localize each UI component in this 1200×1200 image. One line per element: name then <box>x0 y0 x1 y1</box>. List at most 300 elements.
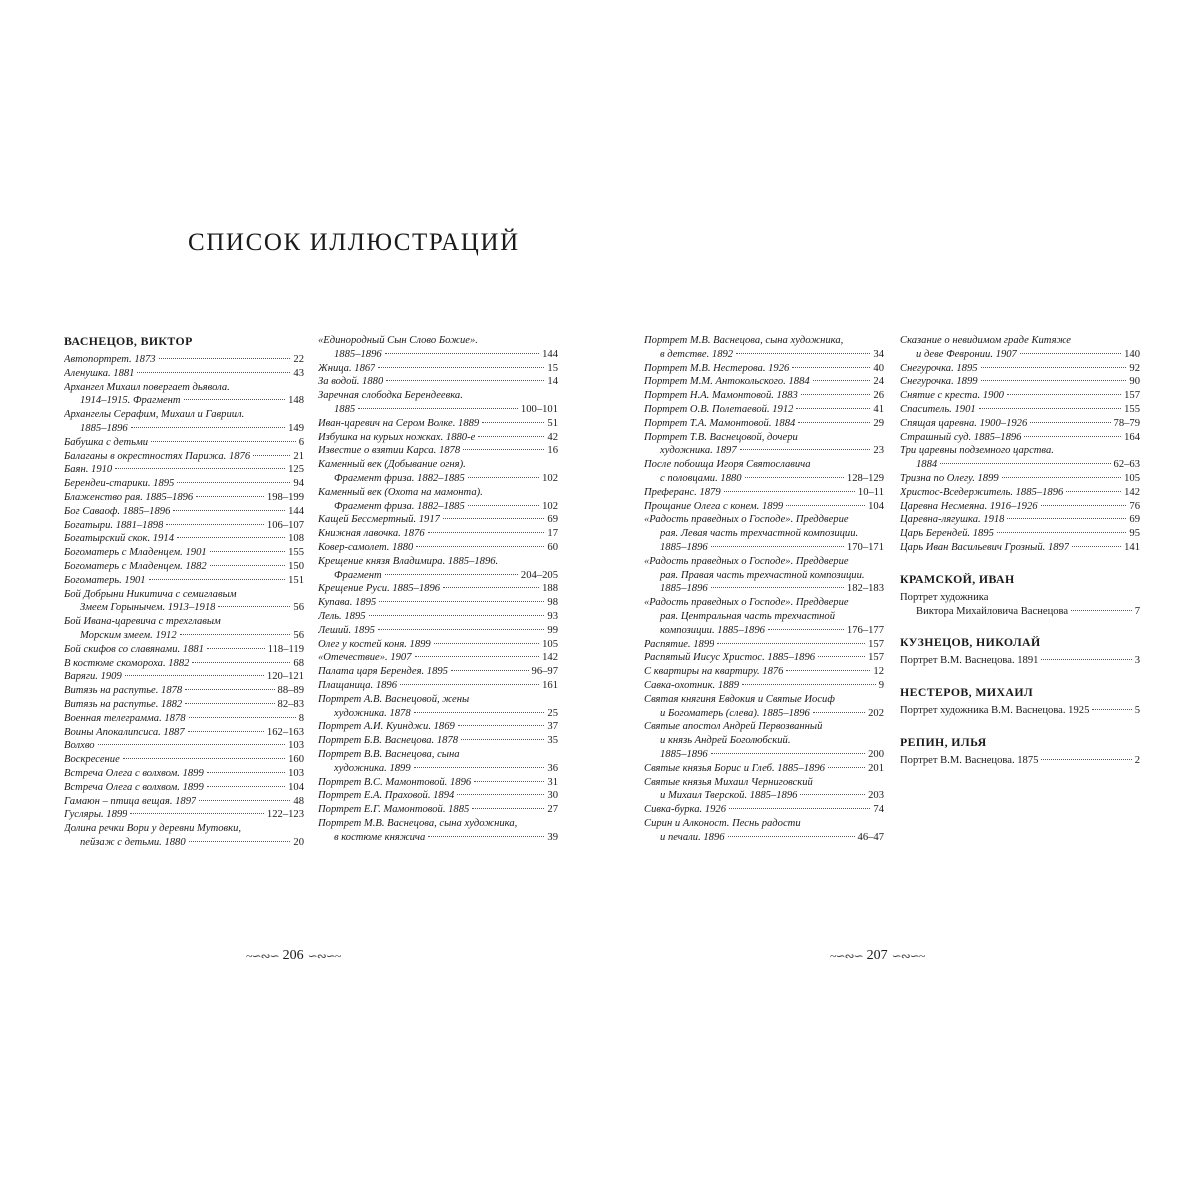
index-entry <box>644 693 884 721</box>
index-entry <box>644 417 884 431</box>
index-entry <box>318 389 558 417</box>
entry-title: Фрагмент фриза. 1882–1885 <box>334 500 465 512</box>
dot-leader <box>981 380 1127 381</box>
dot-leader <box>1007 518 1126 519</box>
index-entry <box>318 375 558 389</box>
dot-leader <box>385 574 518 575</box>
entry-title: Христос-Вседержитель. 1885–1896 <box>900 486 1064 498</box>
dot-leader <box>711 546 844 547</box>
page-ref: 122–123 <box>266 809 304 821</box>
entry-title: Святые апостол Андрей Первозванный <box>644 721 823 733</box>
page-ref: 82–83 <box>277 698 304 710</box>
entry-title: Портрет М.М. Антокольского. 1884 <box>644 376 810 388</box>
dot-leader <box>386 380 544 381</box>
index-entry <box>64 546 304 560</box>
dot-leader <box>461 739 544 740</box>
index-entry <box>644 638 884 652</box>
dot-leader <box>813 712 865 713</box>
dot-leader <box>1002 477 1121 478</box>
index-entry <box>318 817 558 845</box>
index-entry <box>900 417 1140 431</box>
entry-title: Плащаница. 1896 <box>318 679 398 691</box>
entry-title: в детстве. 1892 <box>660 348 734 360</box>
dot-leader <box>207 786 285 787</box>
page-ref: 22 <box>293 354 304 365</box>
page-ref: 157 <box>868 638 884 650</box>
page-ref: 103 <box>288 767 304 779</box>
index-entry <box>64 684 304 698</box>
dot-leader <box>736 353 870 354</box>
dot-leader <box>218 606 290 607</box>
artist-heading: КУЗНЕЦОВ, НИКОЛАЙ <box>900 635 1041 650</box>
entry-title: Блаженство рая. 1885–1896 <box>64 491 194 503</box>
index-entry <box>900 654 1140 668</box>
index-entry <box>644 431 884 459</box>
index-entry <box>900 444 1140 472</box>
dot-leader <box>463 449 544 450</box>
index-entry <box>318 334 558 362</box>
dot-leader <box>188 731 264 732</box>
page-ref: 100–101 <box>520 403 558 415</box>
index-entry <box>64 574 304 588</box>
dot-leader <box>711 587 844 588</box>
page-ref: 125 <box>288 464 304 476</box>
page-ref: 62–63 <box>1113 459 1140 471</box>
entry-title: Палата царя Берендея. 1895 <box>318 666 448 678</box>
page-ref: 142 <box>542 652 558 664</box>
entry-title: Встреча Олега с волхвом. 1899 <box>64 767 204 779</box>
page-ref: 90 <box>1129 376 1140 388</box>
page-ref: 8 <box>298 712 304 724</box>
index-entry <box>64 408 304 436</box>
index-entry <box>900 513 1140 527</box>
entry-title: «Радость праведных о Господе». Преддверие <box>644 597 849 609</box>
dot-leader <box>358 408 518 409</box>
index-entry <box>64 588 304 616</box>
page-ref: 105 <box>1124 472 1140 484</box>
entry-title: Балаганы в окрестностях Парижа. 1876 <box>64 450 251 462</box>
footer-left <box>246 948 340 964</box>
page-ref: 104 <box>288 781 304 793</box>
index-entry <box>64 353 304 367</box>
entry-title: Книжная лавочка. 1876 <box>318 528 425 540</box>
index-entry <box>318 679 558 693</box>
dot-leader <box>981 367 1127 368</box>
page-ref: 68 <box>293 657 304 669</box>
index-entry <box>318 362 558 376</box>
page-ref: 160 <box>288 754 304 766</box>
page-number-right: 207 <box>866 948 888 963</box>
entry-title: Прощание Олега с конем. 1899 <box>644 500 784 512</box>
dot-leader <box>786 670 870 671</box>
dot-leader <box>472 808 544 809</box>
dot-leader <box>189 717 296 718</box>
entry-title: художника. 1878 <box>334 707 411 719</box>
page-ref: 149 <box>288 422 304 434</box>
entry-title: Снегурочка. 1895 <box>900 362 978 374</box>
index-entry <box>318 803 558 817</box>
entry-title: Военная телеграмма. 1878 <box>64 712 186 724</box>
dot-leader <box>184 399 286 400</box>
entry-title: Архангел Михаил повергает дьявола. <box>64 381 230 393</box>
index-entry <box>318 527 558 541</box>
dot-leader <box>1041 505 1127 506</box>
dot-leader <box>443 587 539 588</box>
index-entry <box>318 596 558 610</box>
page-ref: 12 <box>873 666 884 678</box>
index-entry <box>900 362 1140 376</box>
page-ref: 144 <box>542 348 558 360</box>
page-ref: 69 <box>547 514 558 526</box>
index-entry <box>644 513 884 554</box>
entry-title: Портрет М.В. Васнецова, сына художника, <box>644 335 844 346</box>
entry-title: Воскресение <box>64 754 120 766</box>
dot-leader <box>207 772 285 773</box>
dot-leader <box>115 468 285 469</box>
page-ref: 76 <box>1129 500 1140 512</box>
page-ref: 141 <box>1124 541 1140 553</box>
artist-heading: ВАСНЕЦОВ, ВИКТОР <box>64 334 193 348</box>
entry-title: Известие о взятии Карса. 1878 <box>318 445 461 457</box>
index-section <box>900 572 1140 619</box>
entry-title: рая. Левая часть трехчастной композиции. <box>660 528 859 540</box>
page-ref: 99 <box>547 624 558 636</box>
index-entry <box>318 417 558 431</box>
page-ref: 27 <box>547 804 558 816</box>
page-ref: 23 <box>873 445 884 457</box>
entry-title: Портрет О.В. Полетаевой. 1912 <box>644 403 794 415</box>
index-entry <box>644 762 884 776</box>
entry-title: «Отечествие». 1907 <box>318 652 412 664</box>
dot-leader <box>1020 353 1121 354</box>
page-ref: 41 <box>873 403 884 415</box>
index-entry <box>900 334 1140 362</box>
page-ref: 6 <box>298 436 304 448</box>
index-entry <box>318 431 558 445</box>
entry-title: художника. 1897 <box>660 445 737 457</box>
page-ref: 157 <box>868 652 884 664</box>
index-entry <box>318 624 558 638</box>
entry-title: Каменный век (Добывание огня). <box>318 459 466 471</box>
page-ref: 148 <box>288 395 304 407</box>
footer-right <box>830 948 924 964</box>
index-entry <box>644 679 884 693</box>
entry-title: Портрет В.С. Мамонтовой. 1896 <box>318 776 472 788</box>
entry-title: 1885–1896 <box>660 748 708 760</box>
index-entry <box>644 334 884 362</box>
index-entry <box>644 555 884 596</box>
index-entry <box>64 657 304 671</box>
entry-title: Святая княгиня Евдокия и Святые Иосиф <box>644 693 835 705</box>
index-entry <box>64 615 304 643</box>
page-ref: 92 <box>1129 362 1140 374</box>
index-section <box>900 635 1140 668</box>
dot-leader <box>131 427 285 428</box>
dot-leader <box>379 601 544 602</box>
entry-title: Ковер-самолет. 1880 <box>318 541 414 553</box>
entry-title: и печали. 1896 <box>660 831 725 843</box>
dot-leader <box>1092 709 1131 710</box>
entry-title: в костюме княжича <box>334 831 426 843</box>
entry-title: композиции. 1885–1896 <box>660 624 765 636</box>
dot-leader <box>159 358 291 359</box>
page-ref: 10–11 <box>857 486 884 498</box>
entry-title: с половцами. 1880 <box>660 472 742 484</box>
dot-leader <box>1030 422 1110 423</box>
index-entry <box>644 651 884 665</box>
artist-heading: РЕПИН, ИЛЬЯ <box>900 734 987 749</box>
entry-title: Царь Иван Васильевич Грозный. 1897 <box>900 541 1070 553</box>
dot-leader <box>378 367 544 368</box>
page-number-left: 206 <box>282 948 304 963</box>
index-entry <box>64 477 304 491</box>
index-entry <box>64 505 304 519</box>
page-ref: 204–205 <box>520 569 558 581</box>
entry-title: Портрет Е.А. Праховой. 1894 <box>318 790 455 802</box>
entry-title: Портрет В.В. Васнецова, сына <box>318 748 460 760</box>
page-ref: 118–119 <box>267 643 304 655</box>
dot-leader <box>745 477 844 478</box>
entry-title: и князь Андрей Боголюбский. <box>660 735 791 747</box>
entry-title: 1884 <box>916 459 938 471</box>
dot-leader <box>768 629 844 630</box>
index-section <box>644 334 884 844</box>
index-entry <box>900 704 1140 718</box>
page-ref: 95 <box>1129 528 1140 540</box>
entry-title: Святые князья Михаил Черниговский <box>644 776 813 788</box>
dot-leader <box>717 643 865 644</box>
entry-title: Гусляры. 1899 <box>64 809 128 821</box>
index-entry <box>318 720 558 734</box>
dot-leader <box>434 643 539 644</box>
dot-leader <box>478 436 544 437</box>
entry-title: Избушка на курьих ножках. 1880-е <box>318 431 476 443</box>
entry-title: рая. Центральная часть трехчастной <box>660 610 836 622</box>
page-ref: 24 <box>873 376 884 388</box>
page-ref: 36 <box>547 762 558 774</box>
entry-title: Сирин и Алконост. Песнь радости <box>644 817 801 829</box>
entry-title: и Михаил Тверской. 1885–1896 <box>660 790 798 802</box>
dot-leader <box>1041 659 1131 660</box>
index-entry <box>318 693 558 721</box>
page-ref: 151 <box>288 574 304 586</box>
entry-title: Портрет художника В.М. Васнецова. 1925 <box>900 705 1090 717</box>
entry-title: Крещение князя Владимира. 1885–1896. <box>318 555 499 567</box>
dot-leader <box>482 422 544 423</box>
dot-leader <box>458 725 545 726</box>
page-ref: 94 <box>293 478 304 490</box>
page-ref: 40 <box>873 362 884 374</box>
entry-title: Распятый Иисус Христос. 1885–1896 <box>644 652 816 664</box>
index-entry <box>64 698 304 712</box>
index-section <box>900 334 1140 555</box>
page-ref: 37 <box>547 721 558 733</box>
entry-title: Святые князья Борис и Глеб. 1885–1896 <box>644 762 825 774</box>
index-entry <box>900 375 1140 389</box>
dot-leader <box>724 491 855 492</box>
entry-title: Портрет М.В. Нестерова. 1926 <box>644 362 790 374</box>
entry-title: 1885–1896 <box>660 541 708 553</box>
index-entry <box>644 720 884 761</box>
dot-leader <box>457 794 544 795</box>
dot-leader <box>428 836 544 837</box>
entry-title: Бой скифов со славянами. 1881 <box>64 643 204 655</box>
dot-leader <box>149 579 286 580</box>
page-ref: 5 <box>1134 705 1140 717</box>
entry-title: Богоматерь с Младенцем. 1882 <box>64 560 207 572</box>
index-column-4 <box>900 334 1140 768</box>
entry-title: Баян. 1910 <box>64 464 113 476</box>
ornament-icon: ~∽∾∽ <box>830 948 863 963</box>
dot-leader <box>210 565 285 566</box>
dot-leader <box>185 689 274 690</box>
dot-leader <box>189 841 291 842</box>
page-ref: 88–89 <box>277 685 304 697</box>
entry-title: Бой Ивана-царевича с трехглавым <box>64 616 221 628</box>
page-ref: 105 <box>542 638 558 650</box>
index-entry <box>900 486 1140 500</box>
page-ref: 29 <box>873 417 884 429</box>
index-entry <box>644 803 884 817</box>
entry-title: Три царевны подземного царства. <box>900 445 1054 457</box>
entry-title: Фрагмент <box>334 569 382 581</box>
entry-title: Сказание о невидимом граде Китяже <box>900 335 1071 346</box>
index-entry <box>64 643 304 657</box>
index-entry <box>64 450 304 464</box>
entry-title: Богатырский скок. 1914 <box>64 533 174 545</box>
dot-leader <box>196 496 264 497</box>
entry-title: Спаситель. 1901 <box>900 403 976 415</box>
entry-title: Крещение Руси. 1885–1896 <box>318 583 441 595</box>
index-entry <box>900 527 1140 541</box>
entry-title: 1885–1896 <box>80 422 128 434</box>
page-ref: 200 <box>868 748 884 760</box>
dot-leader <box>192 662 290 663</box>
index-entry <box>900 431 1140 445</box>
entry-title: Портрет В.М. Васнецова. 1875 <box>900 754 1039 766</box>
entry-title: Преферанс. 1879 <box>644 486 721 498</box>
index-entry <box>900 500 1140 514</box>
page-ref: 31 <box>547 776 558 788</box>
dot-leader <box>378 629 544 630</box>
dot-leader <box>385 353 539 354</box>
dot-leader <box>451 670 529 671</box>
dot-leader <box>1071 610 1132 611</box>
page-ref: 51 <box>547 417 558 429</box>
index-entry <box>644 500 884 514</box>
entry-title: Витязь на распутье. 1878 <box>64 685 183 697</box>
dot-leader <box>1024 436 1121 437</box>
page-ref: 96–97 <box>531 666 558 678</box>
page-ref: 155 <box>1124 403 1140 415</box>
index-entry <box>64 491 304 505</box>
entry-title: 1914–1915. Фрагмент <box>80 395 181 407</box>
page-ref: 74 <box>873 804 884 816</box>
entry-title: Портрет М.В. Васнецова, сына художника, <box>318 817 518 829</box>
index-entry <box>644 665 884 679</box>
entry-title: Встреча Олега с волхвом. 1899 <box>64 781 204 793</box>
entry-title: Берендеи-старики. 1895 <box>64 478 175 490</box>
page-ref: 128–129 <box>846 472 884 484</box>
entry-title: Иван-царевич на Сером Волке. 1889 <box>318 417 480 429</box>
page-ref: 34 <box>873 348 884 360</box>
index-entry <box>64 670 304 684</box>
ornament-icon: ∽∾∽~ <box>891 948 925 963</box>
entry-title: Олег у костей коня. 1899 <box>318 638 431 650</box>
index-column-2 <box>318 334 558 844</box>
index-entry <box>318 458 558 486</box>
index-entry <box>64 767 304 781</box>
dot-leader <box>728 836 855 837</box>
index-column-1 <box>64 334 304 850</box>
entry-title: Варяги. 1909 <box>64 671 122 683</box>
page-ref: 202 <box>868 707 884 719</box>
dot-leader <box>828 767 865 768</box>
entry-title: Витязь на распутье. 1882 <box>64 698 183 710</box>
index-entry <box>318 776 558 790</box>
entry-title: Фрагмент фриза. 1882–1885 <box>334 472 465 484</box>
page-ref: 108 <box>288 533 304 545</box>
dot-leader <box>798 422 870 423</box>
entry-title: Снегурочка. 1899 <box>900 376 978 388</box>
dot-leader <box>1072 546 1121 547</box>
page-ref: 39 <box>547 831 558 843</box>
page-ref: 176–177 <box>846 624 884 636</box>
index-entry <box>900 541 1140 555</box>
page-ref: 69 <box>1129 514 1140 526</box>
page-ref: 2 <box>1134 754 1140 766</box>
entry-title: Савка-охотник. 1889 <box>644 679 740 691</box>
index-entry <box>64 753 304 767</box>
page-ref: 120–121 <box>266 671 304 683</box>
page-ref: 30 <box>547 790 558 802</box>
index-entry <box>64 781 304 795</box>
index-entry <box>900 591 1140 619</box>
page-ref: 17 <box>547 528 558 540</box>
page-ref: 46–47 <box>857 831 884 843</box>
index-entry <box>900 754 1140 768</box>
index-entry <box>318 444 558 458</box>
ornament-icon: ∽∾∽~ <box>307 948 341 963</box>
page-ref: 25 <box>547 707 558 719</box>
page-ref: 164 <box>1124 431 1140 443</box>
dot-leader <box>253 455 290 456</box>
entry-title: рая. Правая часть трехчастной композиции. <box>660 569 865 581</box>
dot-leader <box>173 510 285 511</box>
entry-title: Долина речки Вори у деревни Мутовки, <box>64 823 242 835</box>
page-ref: 188 <box>542 583 558 595</box>
dot-leader <box>130 813 263 814</box>
page-ref: 102 <box>542 472 558 484</box>
dot-leader <box>180 634 291 635</box>
entry-title: Бабушка с детьми <box>64 436 148 448</box>
index-entry <box>644 389 884 403</box>
entry-title: Заречная слободка Берендеевка. <box>318 390 463 402</box>
dot-leader <box>151 441 296 442</box>
dot-leader <box>210 551 285 552</box>
entry-title: Воины Апокалипсиса. 1887 <box>64 726 185 738</box>
index-entry <box>318 486 558 514</box>
entry-title: Морским змеем. 1912 <box>80 629 177 641</box>
page-ref: 7 <box>1134 605 1140 617</box>
page-ref: 104 <box>868 500 884 512</box>
page-ref: 56 <box>293 629 304 641</box>
index-entry <box>318 665 558 679</box>
entry-title: Гамаюн – птица вещая. 1897 <box>64 795 197 807</box>
index-entry <box>644 362 884 376</box>
artist-heading: НЕСТЕРОВ, МИХАИЛ <box>900 685 1034 700</box>
index-entry <box>318 582 558 596</box>
